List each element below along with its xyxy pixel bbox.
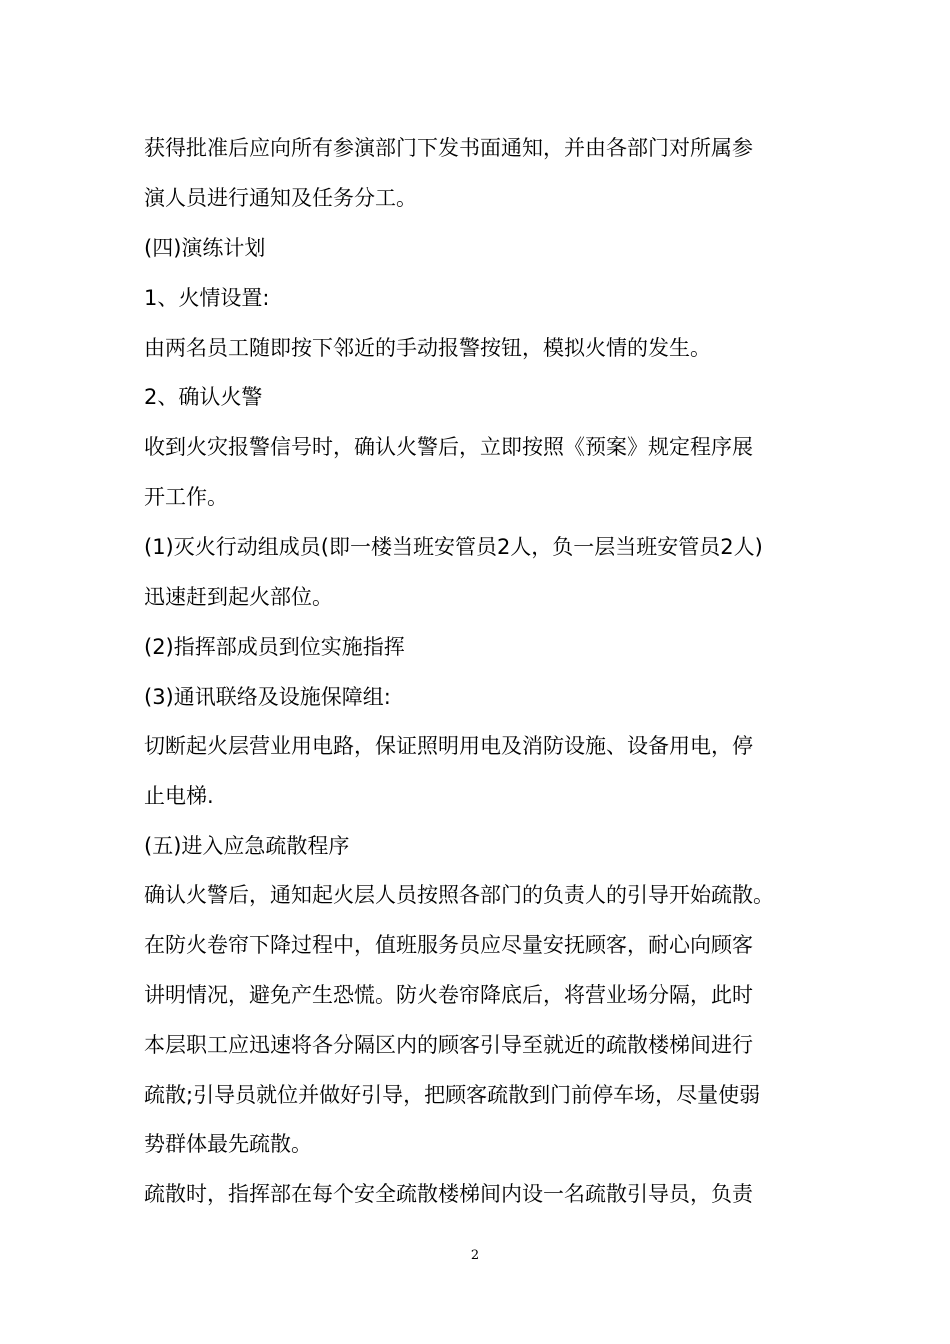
text-line: 疏散时，指挥部在每个安全疏散楼梯间内设一名疏散引导员，负责 [144,1182,753,1206]
text-line: 切断起火层营业用电路，保证照明用电及消防设施、设备用电，停 [144,734,753,758]
text-line: (2)指挥部成员到位实施指挥 [144,635,405,659]
text-line: 确认火警后，通知起火层人员按照各部门的负责人的引导开始疏散。 [144,883,774,907]
text-line: 势群体最先疏散。 [144,1132,312,1156]
text-line: 开工作。 [144,485,228,509]
section-heading: (四)演练计划 [144,236,266,260]
text-line: 本层职工应迅速将各分隔区内的顾客引导至就近的疏散楼梯间进行 [144,1033,753,1057]
text-line: 疏散;引导员就位并做好引导，把顾客疏散到门前停车场，尽量使弱 [144,1083,761,1107]
text-line: 演人员进行通知及任务分工。 [144,186,417,210]
subsection-heading: 1、火情设置: [144,286,270,310]
text-line: 迅速赶到起火部位。 [144,585,333,609]
text-line: 获得批准后应向所有参演部门下发书面通知，并由各部门对所属参 [144,136,753,160]
text-line: 止电梯. [144,784,214,808]
subsection-heading: 2、确认火警 [144,385,263,409]
text-line: 由两名员工随即按下邻近的手动报警按钮，模拟火情的发生。 [144,336,711,360]
text-line: 讲明情况，避免产生恐慌。防火卷帘降底后，将营业场分隔，此时 [144,983,753,1007]
text-line: (1)灭火行动组成员(即一楼当班安管员2人，负一层当班安管员2人) [144,535,763,559]
text-line: 收到火灾报警信号时，确认火警后，立即按照《预案》规定程序展 [144,435,753,459]
page-number: 2 [470,1248,480,1263]
text-line: 在防火卷帘下降过程中，值班服务员应尽量安抚顾客，耐心向顾客 [144,933,753,957]
section-heading: (五)进入应急疏散程序 [144,834,350,858]
text-line: (3)通讯联络及设施保障组: [144,685,391,709]
